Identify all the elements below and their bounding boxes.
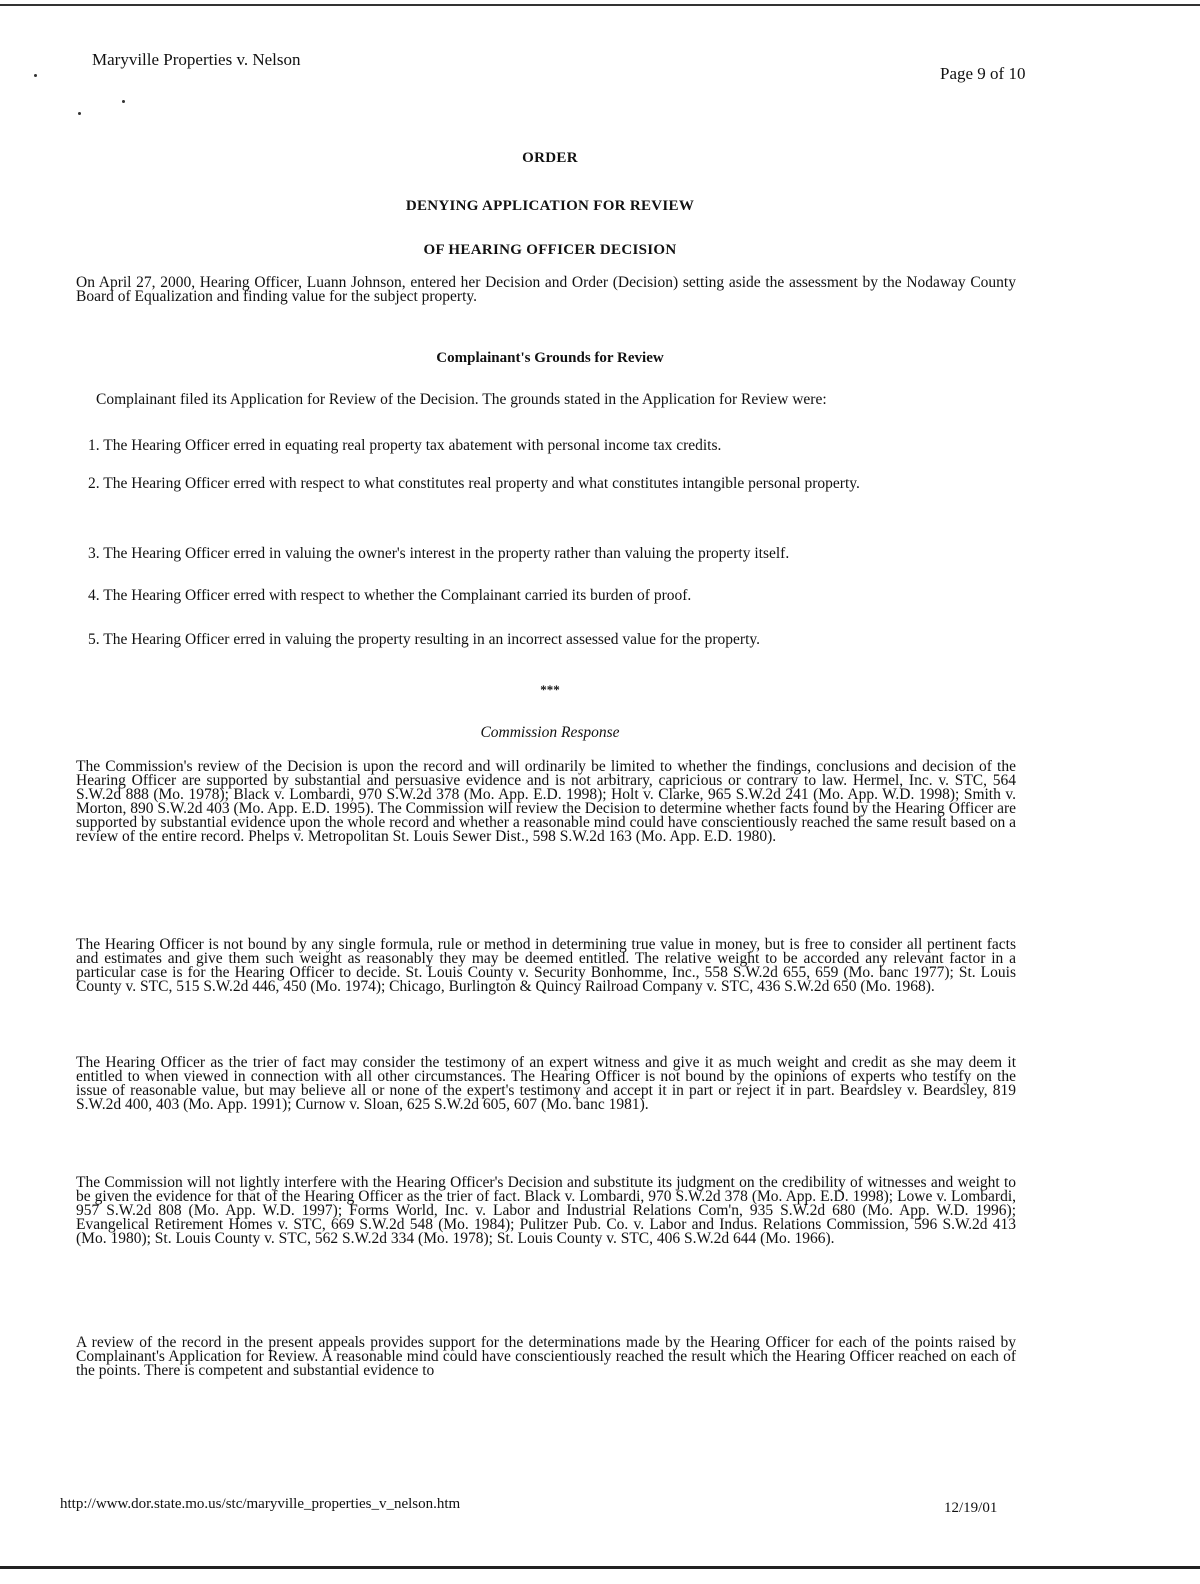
scan-top-edge: [0, 4, 1200, 6]
response-paragraph-4: The Commission will not lightly interfere with the Hearing Officer's Decision and substitute its judgment on the credibility of witnesses and weight to be given the evidence for that of the Hearing Officer as the trier of fact. Black v. Lombardi, 970 S.W.2d 378 (Mo. App. E.D. 1998); Lowe v. Lombardi, 957 S.W.2d 808 (Mo. App. W.D. 1997); Forms World, Inc. v. Labor and Industrial Relations Com'n, 935 S.W.2d 680 (Mo. App. W.D. 1996); Evangelical Retirement Homes v. STC, 669 S.W.2d 548 (Mo. 1984); Pulitzer Pub. Co. v. Labor and Indus. Relations Commission, 596 S.W.2d 413 (Mo. 1980); St. Louis County v. STC, 562 S.W.2d 334 (Mo. 1978); St. Louis County v. STC, 406 S.W.2d 644 (Mo. 1966).: [76, 1174, 1016, 1247]
scan-speck: [34, 74, 37, 77]
ground-item-1: 1. The Hearing Officer erred in equating real property tax abatement with personal income tax credits.: [88, 437, 722, 454]
section-separator: ***: [540, 682, 560, 697]
footer-url: http://www.dor.state.mo.us/stc/maryville_properties_v_nelson.htm: [60, 1496, 461, 1512]
footer-date: 12/19/01: [944, 1500, 998, 1516]
scan-speck: [78, 112, 81, 115]
page-number: Page 9 of 10: [940, 64, 1026, 83]
ground-item-4: 4. The Hearing Officer erred with respect to whether the Complainant carried its burden of proof.: [88, 587, 692, 604]
intro-paragraph: On April 27, 2000, Hearing Officer, Luann Johnson, entered her Decision and Order (Decision) setting aside the assessment by the Nodaway County Board of Equalization and finding value for the subject property.: [76, 274, 1016, 305]
ground-item-2: 2. The Hearing Officer erred with respect to what constitutes real property and what constitutes intangible personal property.: [88, 475, 860, 492]
response-paragraph-2: The Hearing Officer is not bound by any single formula, rule or method in determining true value in money, but is free to consider all pertinent facts and estimates and give them such weight as reasonably they may be deemed entitled. The relative weight to be accorded any relevant factor in a particular case is for the Hearing Officer to decide. St. Louis County v. Security Bonhomme, Inc., 558 S.W.2d 655, 659 (Mo. banc 1977); St. Louis County v. STC, 515 S.W.2d 446, 450 (Mo. 1974); Chicago, Burlington & Quincy Railroad Company v. STC, 436 S.W.2d 650 (Mo. 1968).: [76, 936, 1016, 995]
response-paragraph-3: The Hearing Officer as the trier of fact may consider the testimony of an expert witness and give it as much weight and credit as she may deem it entitled to when viewed in connection with all other circumstances. The Hearing Officer is not bound by the opinions of experts who testify on the issue of reasonable value, but may believe all or none of the expert's testimony and accept it in part or reject it in part. Beardsley v. Beardsley, 819 S.W.2d 400, 403 (Mo. App. 1991); Curnow v. Sloan, 625 S.W.2d 605, 607 (Mo. banc 1981).: [76, 1054, 1016, 1113]
ground-item-3: 3. The Hearing Officer erred in valuing the owner's interest in the property rather than valuing the property itself.: [88, 545, 790, 562]
order-subtitle-1: DENYING APPLICATION FOR REVIEW: [405, 198, 695, 214]
response-paragraph-5: A review of the record in the present appeals provides support for the determinations made by the Hearing Officer for each of the points raised by Complainant's Application for Review. A reasonable mind could have conscientiously reached the result which the Hearing Officer reached on each of the points. There is competent and substantial evidence to: [76, 1334, 1016, 1379]
scan-speck: [122, 100, 125, 103]
response-heading: Commission Response: [480, 724, 620, 741]
order-subtitle-2: OF HEARING OFFICER DECISION: [423, 242, 677, 258]
grounds-heading: Complainant's Grounds for Review: [436, 350, 664, 366]
response-paragraph-1: The Commission's review of the Decision is upon the record and will ordinarily be limited to whether the findings, conclusions and decision of the Hearing Officer are supported by substantial and persuasive evidence and is not arbitrary, capricious or contrary to law. Hermel, Inc. v. STC, 564 S.W.2d 888 (Mo. 1978); Black v. Lombardi, 970 S.W.2d 378 (Mo. App. E.D. 1998); Holt v. Clarke, 965 S.W.2d 241 (Mo. App. W.D. 1998); Smith v. Morton, 890 S.W.2d 403 (Mo. App. E.D. 1995). The Commission will review the Decision to determine whether facts found by the Hearing Officer are supported by substantial evidence upon the whole record and whether a reasonable mind could have conscientiously reached the same result based on a review of the entire record. Phelps v. Metropolitan St. Louis Sewer Dist., 598 S.W.2d 163 (Mo. App. E.D. 1980).: [76, 758, 1016, 845]
order-title: ORDER: [522, 150, 578, 166]
scan-bottom-edge: [0, 1566, 1200, 1569]
grounds-intro: Complainant filed its Application for Review of the Decision. The grounds stated in the Application for Review were:: [96, 391, 827, 408]
case-title: Maryville Properties v. Nelson: [92, 50, 301, 69]
ground-item-5: 5. The Hearing Officer erred in valuing the property resulting in an incorrect assessed value for the property.: [88, 631, 761, 648]
